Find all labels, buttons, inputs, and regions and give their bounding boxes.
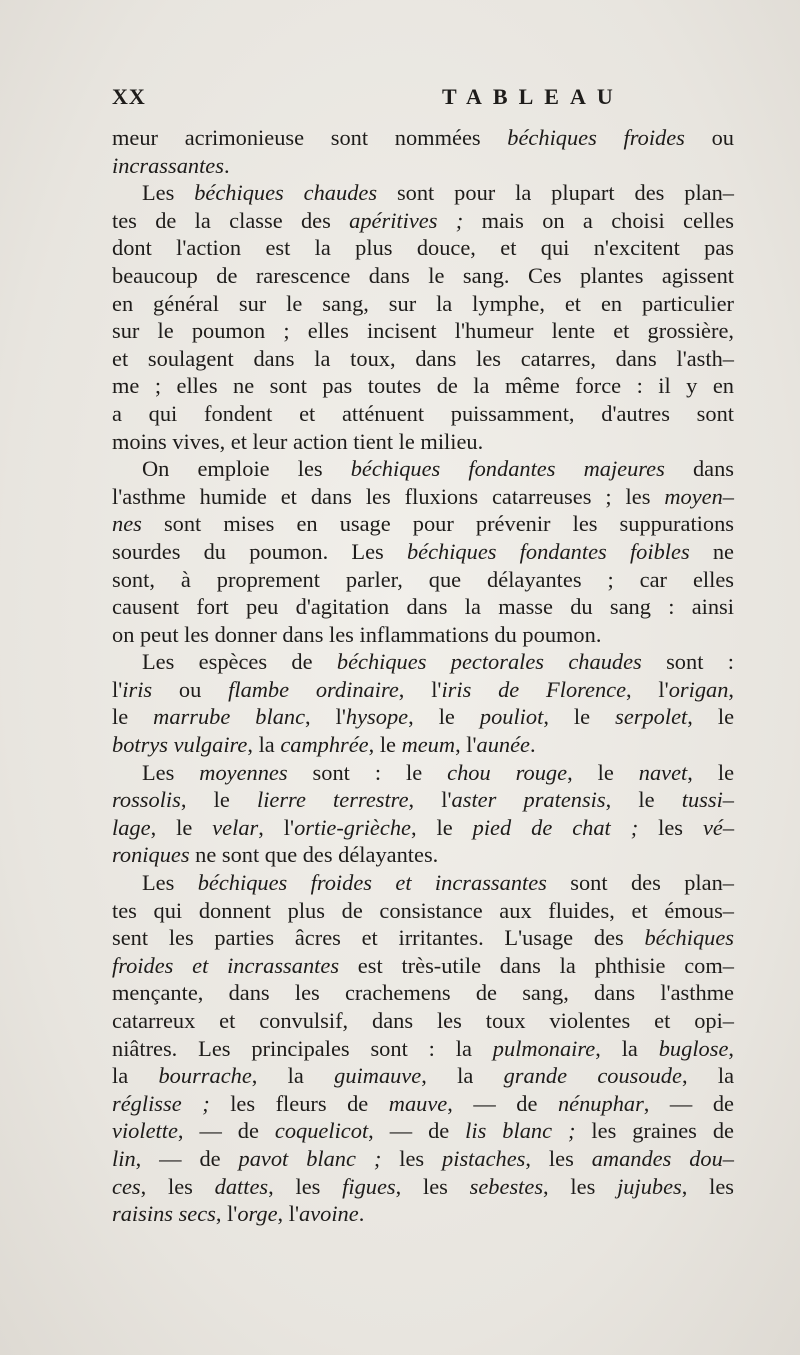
text-segment: , le [687, 759, 735, 785]
text-segment: sont, à proprement parler, que délayantes ; car elles [112, 566, 734, 592]
italic-term: meum [401, 732, 456, 758]
italic-term: béchiques fondantes foibles [406, 538, 690, 564]
text-line [112, 179, 734, 207]
italic-term: moyennes [199, 759, 288, 785]
italic-term: marrube blanc [153, 704, 306, 730]
text-segment: , l' [626, 676, 669, 702]
text-line [112, 786, 734, 814]
italic-term: nénuphar [557, 1090, 644, 1116]
italic-term: apéritives ; [349, 207, 464, 233]
text-segment: , les [681, 1173, 734, 1199]
italic-term: guimauve [334, 1063, 422, 1089]
italic-term: béchiques froides [507, 125, 685, 150]
text-segment: , — de [368, 1118, 466, 1144]
italic-term: camphrée [280, 732, 369, 758]
text-segment: , le [368, 732, 402, 758]
text-line [112, 400, 734, 428]
italic-term: avoine [299, 1201, 359, 1227]
italic-term: iris de Florence [441, 676, 627, 702]
text-segment: tes qui donnent plus de consistance aux fluides, et émous– [112, 897, 734, 923]
italic-term: réglisse ; [112, 1090, 210, 1116]
italic-term: amandes dou– [591, 1145, 735, 1171]
text-line [112, 510, 734, 538]
text-line [112, 1062, 734, 1090]
text-line [112, 124, 734, 152]
text-segment: , les [268, 1173, 343, 1199]
text-line [112, 345, 734, 373]
italic-term: pied de chat ; [472, 814, 639, 840]
italic-term: dattes [214, 1173, 269, 1199]
text-segment: et soulagent dans la toux, dans les catarres, dans l'asth– [112, 345, 734, 371]
text-line [112, 317, 734, 345]
text-segment: Les espèces de [142, 649, 337, 675]
italic-term: ortie-grièche [294, 814, 411, 840]
italic-term: rossolis [112, 787, 181, 813]
page-header [112, 84, 732, 118]
text-segment: , la [247, 732, 281, 758]
text-segment: ne sont que des délayantes. [189, 842, 439, 868]
text-segment: , — de [177, 1118, 275, 1144]
italic-term: hysope [345, 704, 409, 730]
italic-term: coquelicot [274, 1118, 369, 1144]
text-segment: , l' [455, 732, 477, 758]
text-segment: , l' [215, 1201, 238, 1227]
text-segment: Les [142, 180, 195, 206]
text-segment: dont l'action est la plus douce, et qui n'excitent pas [112, 235, 734, 261]
italic-term: grande cousoude [503, 1063, 682, 1089]
italic-term: vé– [702, 814, 735, 840]
italic-term: raisins secs [112, 1201, 216, 1227]
italic-term: sebestes [469, 1173, 544, 1199]
text-segment: sont : [641, 649, 734, 675]
text-segment: , [728, 1035, 734, 1061]
text-line [112, 372, 734, 400]
italic-term: buglose [658, 1035, 729, 1061]
italic-term: pistaches [442, 1145, 526, 1171]
text-segment: , la [421, 1063, 504, 1089]
text-line [112, 483, 734, 511]
text-line [112, 1145, 734, 1173]
italic-term: figues [342, 1173, 396, 1199]
text-segment: les fleurs de [209, 1090, 389, 1116]
italic-term: flambe ordinaire [228, 676, 399, 702]
text-segment: sont mises en usage pour prévenir les suppurations [141, 511, 734, 537]
text-segment: . [223, 152, 230, 178]
italic-term: froides et incrassantes [112, 952, 340, 978]
text-segment: , le [543, 704, 616, 730]
italic-term: jujubes [617, 1173, 682, 1199]
text-line [112, 648, 734, 676]
italic-term: lage [112, 814, 151, 840]
text-segment: moins vives, et leur action tient le milieu. [112, 428, 484, 454]
text-line [112, 290, 734, 318]
text-line [112, 869, 734, 897]
text-segment: sont : le [287, 759, 448, 785]
text-line [112, 152, 734, 180]
text-line [112, 234, 734, 262]
text-segment: , — de [447, 1090, 558, 1116]
text-segment: Les [142, 870, 198, 896]
italic-term: navet [638, 759, 688, 785]
text-line [112, 814, 734, 842]
italic-term: velar [212, 814, 259, 840]
text-segment: tes de la classe des [112, 207, 350, 233]
text-segment: , l' [305, 704, 346, 730]
italic-term: chou rouge [447, 759, 568, 785]
italic-term: violette [112, 1118, 178, 1144]
text-segment: est très-utile dans la phthisie com– [339, 952, 734, 978]
text-line [112, 1200, 734, 1228]
text-line [112, 566, 734, 594]
text-segment: les [381, 1145, 443, 1171]
text-segment: On emploie les [142, 456, 351, 482]
text-segment: , le [180, 787, 257, 813]
text-line [112, 428, 734, 456]
text-segment: , les [140, 1173, 215, 1199]
text-segment: , les [395, 1173, 470, 1199]
text-line [112, 538, 734, 566]
text-segment: beaucoup de rarescence dans le sang. Ces plantes agissent [112, 262, 734, 288]
text-segment: , la [251, 1063, 335, 1089]
italic-term: béchiques [644, 925, 734, 951]
text-segment: ou [152, 676, 229, 702]
italic-term: béchiques pectorales chaudes [336, 649, 642, 675]
text-segment: mençante, dans les crachemens de sang, dans l'asthme [112, 980, 734, 1006]
text-line [112, 924, 734, 952]
text-segment: en général sur le sang, sur la lymphe, et en particulier [112, 290, 734, 316]
text-line [112, 593, 734, 621]
text-segment: , l' [408, 787, 452, 813]
text-line [112, 1090, 734, 1118]
text-segment: , — de [135, 1145, 239, 1171]
italic-term: béchiques froides et incrassantes [197, 870, 547, 896]
text-segment: , le [567, 759, 639, 785]
text-segment: a qui fondent et atténuent puissamment, d'autres sont [112, 400, 734, 426]
text-segment: . [358, 1201, 365, 1227]
text-segment: , le [410, 814, 473, 840]
italic-term: lierre terrestre [256, 787, 409, 813]
text-segment: dans [664, 456, 735, 482]
italic-term: moyen– [664, 483, 734, 509]
text-segment: ou [684, 125, 734, 150]
text-line [112, 731, 734, 759]
italic-term: nes [112, 511, 142, 537]
italic-term: mauve [388, 1090, 448, 1116]
body-text [112, 124, 734, 1228]
text-segment: , le [605, 787, 682, 813]
italic-term: béchiques fondantes majeures [350, 456, 665, 482]
text-segment: niâtres. Les principales sont : la [112, 1035, 493, 1061]
text-line [112, 621, 734, 649]
text-segment: sent les parties âcres et irritantes. L'usage des [112, 925, 645, 951]
text-line [112, 262, 734, 290]
italic-term: aunée [476, 732, 530, 758]
page-number: XX [112, 84, 146, 109]
italic-term: pouliot [479, 704, 544, 730]
text-segment: . [529, 732, 536, 758]
text-segment: , la [595, 1035, 659, 1061]
text-segment: les graines de [575, 1118, 734, 1144]
text-segment: la [112, 1063, 159, 1089]
text-segment: les [638, 814, 703, 840]
text-segment: meur acrimonieuse sont nommées [112, 125, 508, 150]
italic-term: roniques [112, 842, 190, 868]
text-line [112, 841, 734, 869]
text-segment: , le [687, 704, 735, 730]
text-line [112, 1173, 734, 1201]
text-segment: l'asthme humide et dans les fluxions catarreuses ; les [112, 483, 665, 509]
text-segment: ne [689, 538, 734, 564]
text-segment: l' [112, 676, 123, 702]
text-line [112, 897, 734, 925]
italic-term: serpolet [615, 704, 688, 730]
text-segment: sont pour la plupart des plan– [377, 180, 734, 206]
text-segment: , l' [277, 1201, 299, 1227]
text-line [112, 952, 734, 980]
text-segment: sur le poumon ; elles incisent l'humeur lente et grossière, [112, 318, 734, 344]
text-line [112, 207, 734, 235]
text-line [112, 1007, 734, 1035]
text-line [112, 1117, 734, 1145]
text-segment: sont des plan– [546, 870, 734, 896]
italic-term: iris [122, 676, 153, 702]
text-line [112, 1035, 734, 1063]
italic-term: origan [668, 676, 729, 702]
text-line [112, 759, 734, 787]
text-segment: catarreux et convulsif, dans les toux violentes et opi– [112, 1008, 734, 1033]
italic-term: béchiques chaudes [194, 180, 378, 206]
text-segment: , — de [643, 1090, 734, 1116]
text-line [112, 703, 734, 731]
text-segment: , [728, 676, 735, 702]
italic-term: orge [237, 1201, 278, 1227]
italic-term: ces [112, 1173, 141, 1199]
text-segment: , le [408, 704, 480, 730]
text-segment: , les [525, 1145, 592, 1171]
italic-term: incrassantes [112, 152, 224, 178]
italic-term: pulmonaire [492, 1035, 596, 1061]
italic-term: aster pratensis [451, 787, 606, 813]
text-segment: , l' [398, 676, 442, 702]
text-segment: , les [543, 1173, 618, 1199]
italic-term: lin [112, 1145, 136, 1171]
text-segment: Les [142, 759, 200, 785]
italic-term: pavot blanc ; [238, 1145, 382, 1171]
text-line [112, 676, 734, 704]
text-segment: le [112, 704, 154, 730]
running-title: TABLEAU [442, 84, 624, 109]
italic-term: lis blanc ; [465, 1118, 576, 1144]
italic-term: botrys vulgaire [112, 732, 248, 758]
italic-term: tussi– [681, 787, 734, 813]
text-segment: , le [150, 814, 213, 840]
text-segment: me ; elles ne sont pas toutes de la même force : il y en [112, 373, 734, 399]
text-line [112, 979, 734, 1007]
text-segment: mais on a choisi celles [463, 207, 734, 233]
text-segment: , l' [258, 814, 295, 840]
text-segment: on peut les donner dans les inflammations du poumon. [112, 621, 602, 647]
text-line [112, 455, 734, 483]
text-segment: sourdes du poumon. Les [112, 538, 407, 564]
text-segment: , la [681, 1063, 735, 1089]
text-segment: causent fort peu d'agitation dans la masse du sang : ainsi [112, 594, 734, 620]
italic-term: bourrache [158, 1063, 252, 1089]
